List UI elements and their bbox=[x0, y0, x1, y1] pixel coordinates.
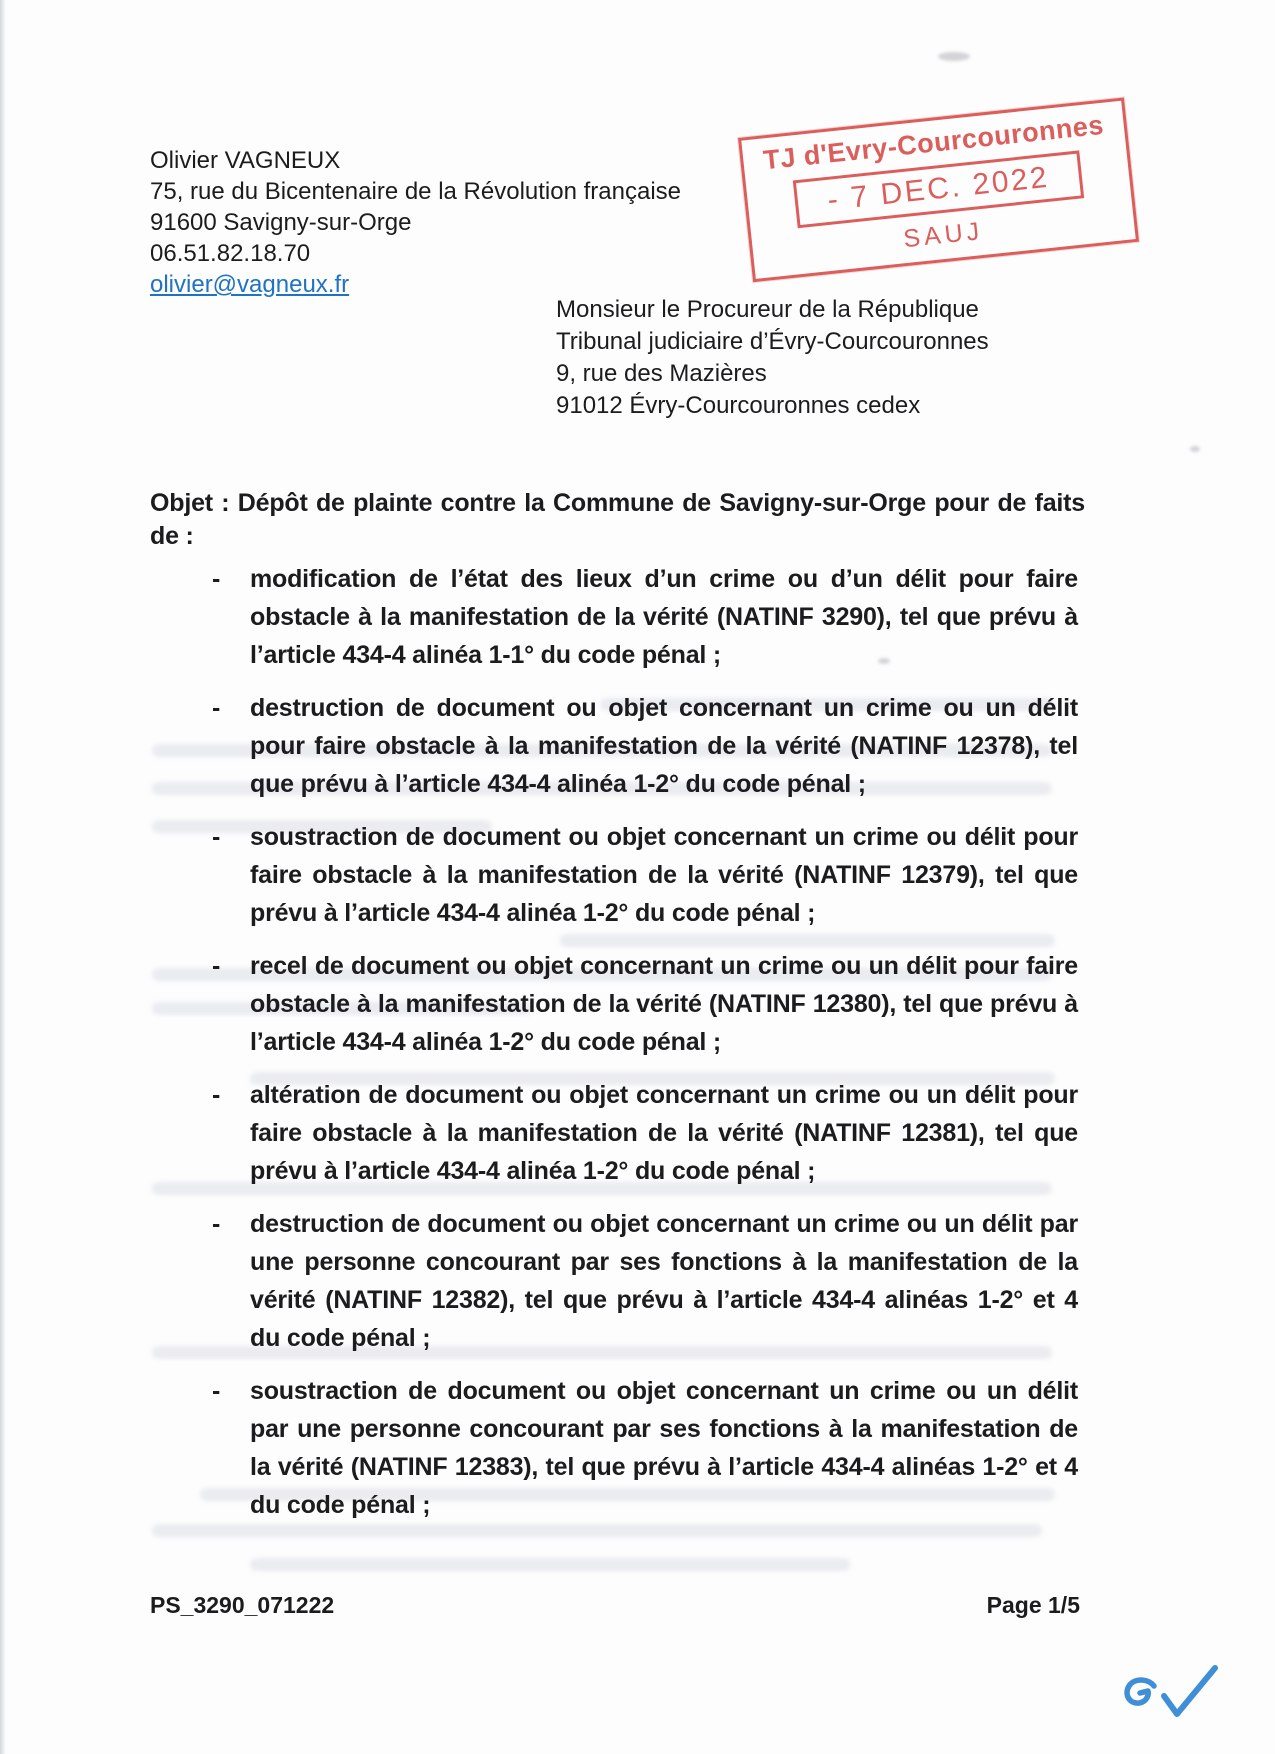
recipient-line: Monsieur le Procureur de la République bbox=[556, 296, 979, 323]
sender-block bbox=[150, 145, 681, 300]
complaint-list bbox=[150, 560, 1080, 1539]
complaint-item bbox=[150, 560, 1080, 674]
stamp-date: - 7 DEC. 2022 bbox=[792, 150, 1084, 228]
complaint-dash: - bbox=[212, 565, 221, 593]
complaint-dash: - bbox=[212, 1081, 221, 1109]
sender-address-line1: 75, rue du Bicentenaire de la Révolution française bbox=[150, 178, 681, 205]
footer-page-number: Page 1/5 bbox=[986, 1592, 1080, 1618]
scan-speck bbox=[938, 52, 970, 61]
complaint-text: destruction de document ou objet concernant un crime ou un délit par une personne concourant par ses fonctions à la manifestation de la vérité (NATINF 12382), tel que prévu à l’article 434-4 alinéas 1-2° et 4 du code pénal ; bbox=[250, 1210, 1078, 1352]
scan-edge-shadow bbox=[0, 0, 6, 1754]
subject-paragraph: Objet : Dépôt de plainte contre la Commune de Savigny-sur-Orge pour de faits de : bbox=[150, 489, 1085, 550]
sender-name: Olivier VAGNEUX bbox=[150, 147, 341, 174]
handwritten-initials-icon bbox=[1112, 1660, 1227, 1732]
complaint-dash: - bbox=[212, 952, 221, 980]
recipient-line: 91012 Évry-Courcouronnes cedex bbox=[556, 392, 921, 419]
complaint-item bbox=[150, 818, 1080, 932]
complaint-text: recel de document ou objet concernant un crime ou un délit pour faire obstacle à la manifestation de la vérité (NATINF 12380), tel que prévu à l’article 434-4 alinéa 1-2° du code pénal ; bbox=[250, 952, 1078, 1056]
complaint-item bbox=[150, 1076, 1080, 1190]
complaint-dash: - bbox=[212, 1210, 221, 1238]
complaint-text: soustraction de document ou objet concernant un crime ou délit pour faire obstacle à la manifestation de la vérité (NATINF 12379), tel que prévu à l’article 434-4 alinéa 1-2° du code pénal ; bbox=[250, 823, 1078, 927]
complaint-text: modification de l’état des lieux d’un crime ou d’un délit pour faire obstacle à la manifestation de la vérité (NATINF 3290), tel que prévu à l’article 434-4 alinéa 1-1° du code pénal ; bbox=[250, 565, 1078, 669]
complaint-text: soustraction de document ou objet concernant un crime ou un délit par une personne concourant par ses fonctions à la manifestation de la vérité (NATINF 12383), tel que prévu à l’article 434-4 alinéas 1-2° et 4 du code pénal ; bbox=[250, 1377, 1078, 1519]
complaint-item bbox=[150, 947, 1080, 1061]
complaint-text: altération de document ou objet concernant un crime ou un délit pour faire obstacle à la manifestation de la vérité (NATINF 12381), tel que prévu à l’article 434-4 alinéa 1-2° du code pénal ; bbox=[250, 1081, 1078, 1185]
footer-reference: PS_3290_071222 bbox=[150, 1592, 335, 1618]
page-footer bbox=[150, 1592, 1080, 1619]
recipient-block bbox=[556, 294, 989, 422]
court-stamp bbox=[738, 97, 1139, 282]
complaint-item bbox=[150, 689, 1080, 803]
bleedthrough-line bbox=[250, 1558, 850, 1571]
sender-address-line2: 91600 Savigny-sur-Orge bbox=[150, 209, 412, 236]
complaint-item bbox=[150, 1205, 1080, 1357]
sender-phone: 06.51.82.18.70 bbox=[150, 240, 311, 267]
complaint-text: destruction de document ou objet concernant un crime ou un délit pour faire obstacle à la manifestation de la vérité (NATINF 12378), tel que prévu à l’article 434-4 alinéa 1-2° du code pénal ; bbox=[250, 694, 1078, 798]
complaint-dash: - bbox=[212, 823, 221, 851]
complaint-dash: - bbox=[212, 1377, 221, 1405]
complaint-item bbox=[150, 1372, 1080, 1524]
stamp-service: SAUJ bbox=[902, 216, 985, 254]
check-path bbox=[1164, 1668, 1215, 1714]
recipient-line: Tribunal judiciaire d’Évry-Courcouronnes bbox=[556, 328, 989, 355]
stamp-court-name: TJ d'Evry-Courcouronnes bbox=[761, 109, 1106, 176]
complaint-dash: - bbox=[212, 694, 221, 722]
initial-g-path bbox=[1127, 1680, 1154, 1703]
sender-email-link: olivier@vagneux.fr bbox=[150, 271, 350, 298]
recipient-line: 9, rue des Mazières bbox=[556, 360, 767, 387]
scan-speck bbox=[1190, 446, 1200, 452]
